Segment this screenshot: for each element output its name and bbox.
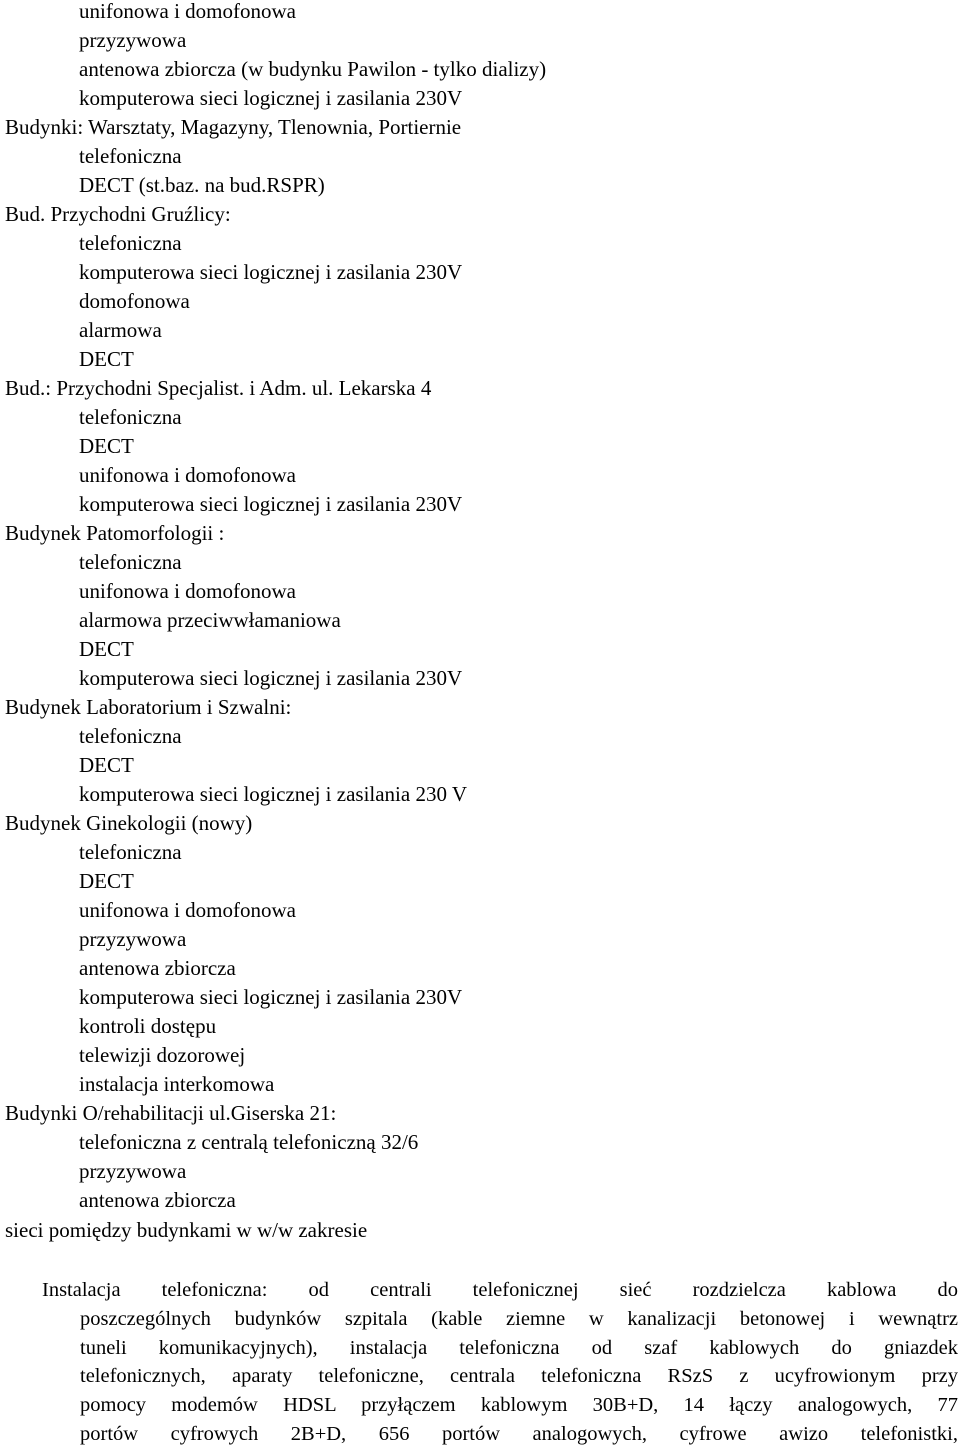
- telephone-installation-paragraph: [42, 1276, 958, 1449]
- list-item: unifonowa i domofonowa: [79, 579, 296, 603]
- list-item: antenowa zbiorcza: [79, 956, 236, 980]
- list-item: komputerowa sieci logicznej i zasilania 230V: [79, 666, 463, 690]
- section-heading: Bud. Przychodni Gruźlicy:: [5, 202, 231, 226]
- list-item: telewizji dozorowej: [79, 1043, 246, 1067]
- list-item: telefoniczna: [79, 724, 182, 748]
- section-heading: sieci pomiędzy budynkami w w/w zakresie: [5, 1218, 368, 1242]
- list-item: DECT: [79, 347, 134, 371]
- list-item: alarmowa: [79, 318, 162, 342]
- list-item: DECT: [79, 434, 134, 458]
- list-item: domofonowa: [79, 289, 190, 313]
- list-item: alarmowa przeciwwłamaniowa: [79, 608, 341, 632]
- paragraph-line: tuneli komunikacyjnych), instalacja telefoniczna od szaf kablowych do gniazdek: [80, 1336, 958, 1359]
- section-heading: Bud.: Przychodni Specjalist. i Adm. ul. Lekarska 4: [5, 376, 432, 400]
- list-item: unifonowa i domofonowa: [79, 463, 296, 487]
- section-heading: Budynek Laboratorium i Szwalni:: [5, 695, 292, 719]
- paragraph-line: telefonicznych, aparaty telefoniczne, centrala telefoniczna RSzS z ucyfrowionym przy: [80, 1365, 958, 1388]
- list-item: kontroli dostępu: [79, 1014, 217, 1038]
- paragraph-line: portów cyfrowych 2B+D, 656 portów analogowych, cyfrowe awizo telefonistki,: [80, 1422, 958, 1445]
- list-item: przyzywowa: [79, 28, 187, 52]
- list-item: unifonowa i domofonowa: [79, 0, 296, 23]
- list-item: telefoniczna: [79, 144, 182, 168]
- list-item: DECT: [79, 637, 134, 661]
- list-item: telefoniczna: [79, 840, 182, 864]
- list-item: instalacja interkomowa: [79, 1072, 275, 1096]
- section-heading: Budynek Patomorfologii :: [5, 521, 225, 545]
- paragraph-line: pomocy modemów HDSL przyłączem kablowym 30B+D, 14 łączy analogowych, 77: [80, 1394, 958, 1417]
- list-item: DECT: [79, 869, 134, 893]
- list-item: przyzywowa: [79, 927, 187, 951]
- paragraph-line: Instalacja telefoniczna: od centrali telefonicznej sieć rozdzielcza kablowa do: [42, 1279, 958, 1301]
- list-item: komputerowa sieci logicznej i zasilania 230V: [79, 260, 463, 284]
- section-heading: Budynki O/rehabilitacji ul.Giserska 21:: [5, 1101, 337, 1125]
- list-item: unifonowa i domofonowa: [79, 898, 296, 922]
- list-item: komputerowa sieci logicznej i zasilania 230V: [79, 86, 463, 110]
- list-item: telefoniczna: [79, 405, 182, 429]
- section-heading: Budynki: Warsztaty, Magazyny, Tlenownia, Portiernie: [5, 115, 462, 139]
- paragraph-line: poszczególnych budynków szpitala (kable ziemne w kanalizacji betonowej i wewnątrz: [80, 1307, 958, 1330]
- list-item: antenowa zbiorcza (w budynku Pawilon - tylko dializy): [79, 57, 547, 81]
- list-item: telefoniczna z centralą telefoniczną 32/6: [79, 1130, 419, 1154]
- list-item: DECT: [79, 753, 134, 777]
- list-item: telefoniczna: [79, 550, 182, 574]
- list-item: przyzywowa: [79, 1159, 187, 1183]
- list-item: DECT (st.baz. na bud.RSPR): [79, 173, 325, 197]
- list-item: telefoniczna: [79, 231, 182, 255]
- list-item: komputerowa sieci logicznej i zasilania 230V: [79, 985, 463, 1009]
- list-item: komputerowa sieci logicznej i zasilania 230 V: [79, 782, 467, 806]
- section-heading: Budynek Ginekologii (nowy): [5, 811, 253, 835]
- list-item: komputerowa sieci logicznej i zasilania 230V: [79, 492, 463, 516]
- list-item: antenowa zbiorcza: [79, 1188, 236, 1212]
